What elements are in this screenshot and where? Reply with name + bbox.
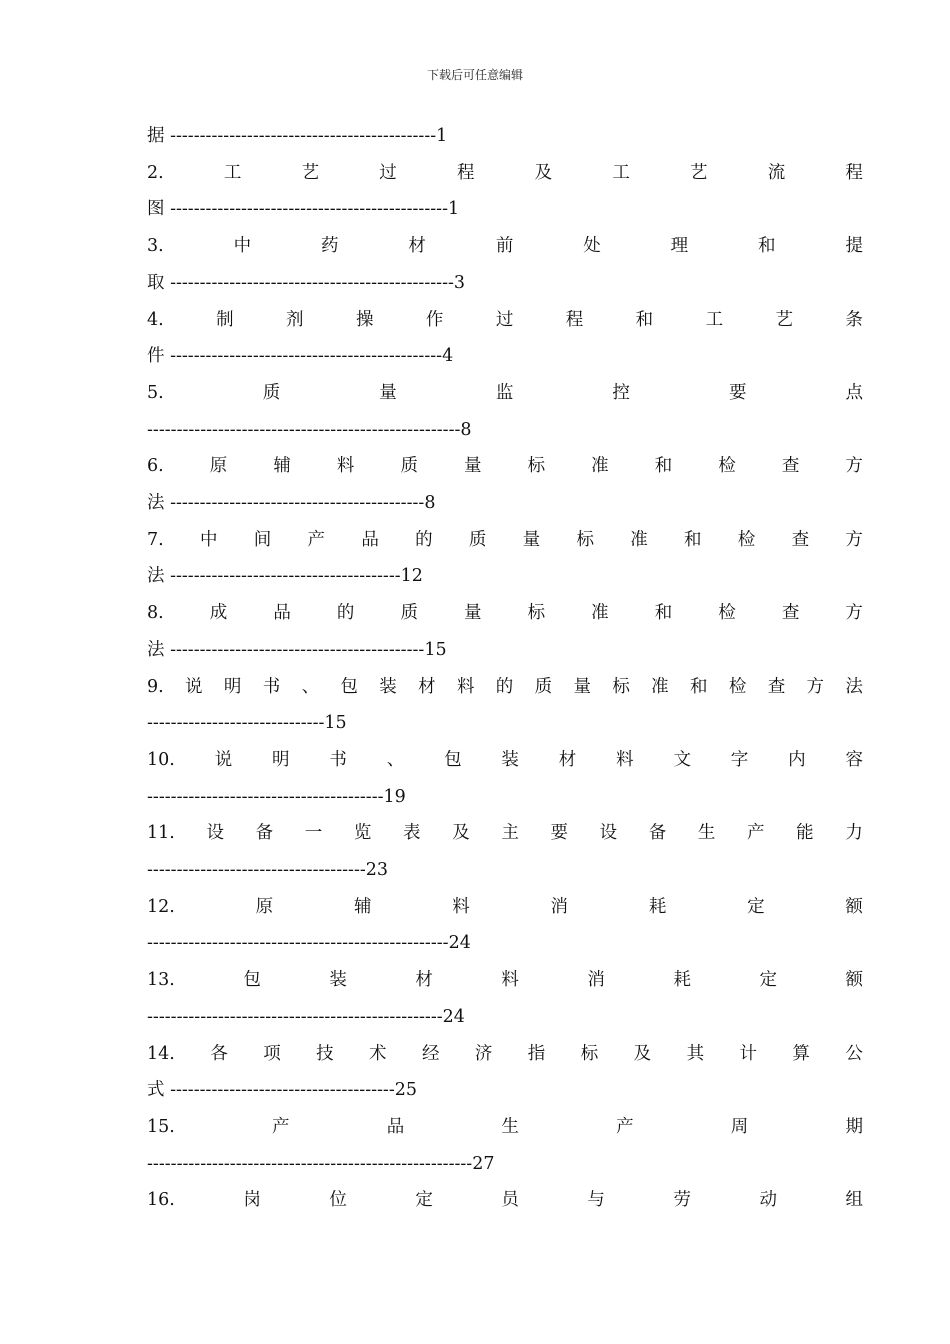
toc-entry-char: 产 xyxy=(307,529,326,550)
toc-entry-char: 辅 xyxy=(273,456,291,477)
toc-entry-char: 项 xyxy=(263,1043,281,1064)
toc-entry-char: 主 xyxy=(501,823,519,844)
toc-entry-char: 艺 xyxy=(301,162,320,183)
toc-entry-char: 材 xyxy=(408,236,426,257)
toc-entry-char: 备 xyxy=(255,823,274,844)
toc-entry-leader-page: -------------------------------------------------------27 xyxy=(147,1153,495,1174)
toc-entry-title xyxy=(147,748,863,772)
toc-entry-leader-page: ---------------------------------------------------24 xyxy=(147,933,471,954)
toc-entry-char: 标 xyxy=(580,1043,599,1064)
toc-entry-char: 准 xyxy=(651,676,669,697)
toc-entry-number: 6. xyxy=(147,456,164,477)
toc-entry-char: 一 xyxy=(304,823,323,844)
toc-entry-char: 料 xyxy=(616,749,634,770)
toc-entry-char: 产 xyxy=(747,823,765,844)
toc-entry-char: 检 xyxy=(728,676,747,697)
toc-entry-char: 周 xyxy=(730,1116,749,1137)
toc-entry-char: 说 xyxy=(214,749,233,770)
toc-entry-char: 要 xyxy=(728,382,747,403)
toc-entry-char: 材 xyxy=(415,970,433,991)
toc-entry-char: 备 xyxy=(648,823,667,844)
toc-entry-char: 程 xyxy=(456,162,475,183)
toc-entry-char: 包 xyxy=(444,749,462,770)
toc-entry-char: 消 xyxy=(550,896,569,917)
toc-entry-title xyxy=(147,1042,863,1066)
toc-entry-char: 内 xyxy=(788,749,806,770)
toc-entry-char: 能 xyxy=(796,823,814,844)
toc-entry-number: 16. xyxy=(147,1190,175,1211)
toc-entry-leader-page: ------------------------------15 xyxy=(147,713,347,734)
toc-entry-char: 技 xyxy=(316,1043,334,1064)
toc-entry-char: 各 xyxy=(210,1043,228,1064)
toc-entry-char: 检 xyxy=(718,456,736,477)
toc-entry-number: 13. xyxy=(147,970,175,991)
toc-entry-title xyxy=(147,675,863,699)
toc-entry-char: 工 xyxy=(223,162,242,183)
toc-entry-char: 处 xyxy=(583,236,601,257)
toc-entry-char: 装 xyxy=(501,749,519,770)
toc-entry-char: 理 xyxy=(670,236,689,257)
toc-entry-char: 劳 xyxy=(673,1190,691,1211)
toc-entry-char: 质 xyxy=(262,382,281,403)
toc-entry-char: 原 xyxy=(209,456,228,477)
toc-entry-char: 条 xyxy=(845,309,863,330)
toc-entry-title xyxy=(147,528,863,552)
toc-entry-char: 员 xyxy=(501,1190,519,1211)
toc-entry-char: 其 xyxy=(686,1043,705,1064)
toc-entry-char: 操 xyxy=(355,309,374,330)
toc-entry-char: 装 xyxy=(329,970,347,991)
toc-entry-char: 材 xyxy=(418,676,436,697)
toc-entry-title xyxy=(147,821,863,845)
toc-entry-char: 书 xyxy=(329,749,347,770)
toc-entry-char: 包 xyxy=(243,970,261,991)
toc-entry-title xyxy=(147,234,863,258)
toc-entry-leader-page: ----------------------------------------19 xyxy=(147,786,406,807)
toc-entry-char: 生 xyxy=(697,823,716,844)
toc-entry-number: 12. xyxy=(147,896,175,917)
toc-entry-number: 4. xyxy=(147,309,164,330)
toc-entry-number: 5. xyxy=(147,382,164,403)
toc-entry-char: 位 xyxy=(329,1190,347,1211)
toc-entry-char: 经 xyxy=(421,1043,440,1064)
toc-entry-char: 艺 xyxy=(690,162,708,183)
toc-entry-char: 量 xyxy=(522,529,541,550)
toc-entry-char: 质 xyxy=(534,676,553,697)
toc-entry-char: 工 xyxy=(612,162,630,183)
toc-entry-title xyxy=(147,968,863,992)
toc-entry-char: 监 xyxy=(495,382,514,403)
toc-entry-char: 点 xyxy=(845,382,863,403)
toc-entry-char: 查 xyxy=(781,603,800,624)
toc-entry-char: 提 xyxy=(845,236,863,257)
toc-entry-char: 检 xyxy=(718,603,736,624)
toc-entry-char: 和 xyxy=(684,529,702,550)
toc-entry-char: 料 xyxy=(336,456,355,477)
toc-entry-char: 和 xyxy=(635,309,654,330)
toc-entry-char: 程 xyxy=(565,309,584,330)
toc-entry-char: 中 xyxy=(199,529,218,550)
toc-entry-char: 控 xyxy=(612,382,630,403)
toc-entry-char: 质 xyxy=(468,529,487,550)
toc-entry-char: 和 xyxy=(654,603,673,624)
toc-entry-char: 指 xyxy=(527,1043,546,1064)
toc-entry-char: 及 xyxy=(452,823,470,844)
toc-entry-char: 工 xyxy=(705,309,724,330)
toc-entry-char: 前 xyxy=(495,236,514,257)
toc-entry-char: 文 xyxy=(673,749,691,770)
toc-entry-char: 装 xyxy=(379,676,397,697)
toc-entry-char: 标 xyxy=(527,456,546,477)
toc-entry-char: 字 xyxy=(730,749,749,770)
toc-entry-char: 制 xyxy=(216,309,234,330)
toc-entry-char: 与 xyxy=(587,1190,605,1211)
toc-entry-number: 7. xyxy=(147,529,164,550)
toc-entry-char: 标 xyxy=(576,529,594,550)
toc-entry-char: 产 xyxy=(616,1116,634,1137)
toc-entry-char: 的 xyxy=(495,676,514,697)
toc-entry-char: 、 xyxy=(386,749,405,770)
toc-entry-char: 品 xyxy=(273,603,291,624)
toc-entry-leader-page: 据 ---------------------------------------------1 xyxy=(147,126,448,146)
toc-entry-char: 、 xyxy=(301,676,320,697)
toc-entry-title xyxy=(147,601,863,625)
toc-entry-char: 品 xyxy=(361,529,379,550)
toc-entry-number: 10. xyxy=(147,749,175,770)
toc-entry-char: 质 xyxy=(400,603,418,624)
toc-entry-char: 方 xyxy=(845,456,863,477)
toc-entry-char: 和 xyxy=(690,676,708,697)
toc-entry-char: 定 xyxy=(759,970,777,991)
toc-entry-title xyxy=(147,1188,863,1212)
toc-entry-char: 定 xyxy=(747,896,765,917)
toc-entry-char: 料 xyxy=(456,676,475,697)
toc-entry-char: 定 xyxy=(415,1190,433,1211)
toc-entry-title xyxy=(147,381,863,405)
toc-entry-char: 额 xyxy=(845,896,863,917)
toc-entry-leader-page: 法 -------------------------------------------8 xyxy=(147,493,436,513)
toc-entry-char: 消 xyxy=(587,970,605,991)
toc-entry-char: 的 xyxy=(336,603,355,624)
toc-entry-number: 11. xyxy=(147,823,175,844)
toc-entry-char: 组 xyxy=(845,1190,863,1211)
toc-entry-char: 原 xyxy=(255,896,274,917)
toc-entry-char: 量 xyxy=(573,676,591,697)
toc-entry-leader-page: -----------------------------------------------------8 xyxy=(147,419,472,440)
toc-entry-char: 程 xyxy=(845,162,863,183)
toc-entry-char: 量 xyxy=(464,456,482,477)
toc-entry-char: 明 xyxy=(272,749,290,770)
toc-entry-char: 书 xyxy=(262,676,281,697)
toc-entry-title xyxy=(147,895,863,919)
toc-entry-char: 过 xyxy=(379,162,397,183)
toc-entry-char: 算 xyxy=(792,1043,810,1064)
toc-entry-char: 标 xyxy=(527,603,546,624)
toc-entry-title xyxy=(147,161,863,185)
toc-entry-char: 药 xyxy=(321,236,339,257)
toc-entry-char: 容 xyxy=(845,749,863,770)
toc-entry-char: 查 xyxy=(791,529,810,550)
toc-entry-char: 及 xyxy=(534,162,553,183)
toc-entry-char: 说 xyxy=(185,676,203,697)
toc-entry-char: 品 xyxy=(386,1116,405,1137)
toc-entry-char: 法 xyxy=(845,676,863,697)
toc-entry-char: 计 xyxy=(739,1043,757,1064)
toc-entry-char: 方 xyxy=(806,676,825,697)
toc-entry-char: 艺 xyxy=(775,309,793,330)
toc-entry-char: 作 xyxy=(425,309,444,330)
toc-entry-char: 准 xyxy=(630,529,648,550)
toc-entry-char: 准 xyxy=(591,456,609,477)
toc-entry-char: 览 xyxy=(353,823,372,844)
toc-entry-char: 及 xyxy=(633,1043,652,1064)
toc-entry-number: 2. xyxy=(147,162,164,183)
toc-entry-title xyxy=(147,1115,863,1139)
toc-entry-leader-page: 法 ---------------------------------------12 xyxy=(147,566,423,587)
toc-entry-number: 8. xyxy=(147,603,164,624)
toc-entry-char: 流 xyxy=(767,162,786,183)
toc-entry-leader-page: 法 -------------------------------------------15 xyxy=(147,639,447,660)
toc-entry-char: 中 xyxy=(233,236,252,257)
toc-entry-char: 检 xyxy=(737,529,756,550)
toc-entry-char: 料 xyxy=(501,970,519,991)
toc-entry-char: 成 xyxy=(209,603,228,624)
toc-entry-char: 额 xyxy=(845,970,863,991)
toc-entry-char: 量 xyxy=(464,603,482,624)
toc-entry-char: 辅 xyxy=(353,896,372,917)
toc-entry-char: 间 xyxy=(253,529,272,550)
toc-entry-char: 设 xyxy=(599,823,618,844)
toc-entry-char: 明 xyxy=(223,676,242,697)
toc-entry-char: 包 xyxy=(340,676,358,697)
toc-entry-char: 耗 xyxy=(648,896,667,917)
toc-entry-char: 方 xyxy=(845,529,863,550)
toc-entry-char: 过 xyxy=(495,309,514,330)
toc-entry-char: 量 xyxy=(379,382,397,403)
toc-entry-leader-page: 图 -----------------------------------------------1 xyxy=(147,199,460,220)
toc-entry-leader-page: --------------------------------------------------24 xyxy=(147,1006,465,1027)
toc-entry-title xyxy=(147,454,863,478)
toc-entry-title xyxy=(147,308,863,332)
toc-entry-leader-page: 件 ----------------------------------------------4 xyxy=(147,346,454,367)
toc-entry-char: 和 xyxy=(758,236,776,257)
toc-entry-char: 设 xyxy=(206,823,224,844)
toc-entry-char: 表 xyxy=(403,823,421,844)
toc-entry-char: 标 xyxy=(612,676,630,697)
toc-entry-number: 14. xyxy=(147,1043,175,1064)
toc-entry-char: 产 xyxy=(272,1116,290,1137)
toc-entry-char: 料 xyxy=(452,896,470,917)
toc-entry-char: 岗 xyxy=(243,1190,261,1211)
toc-entry-char: 动 xyxy=(759,1190,777,1211)
toc-entry-char: 材 xyxy=(558,749,577,770)
toc-entry-leader-page: -------------------------------------23 xyxy=(147,860,389,880)
toc-entry-leader-page: 取 ------------------------------------------------3 xyxy=(147,272,466,293)
toc-entry-char: 术 xyxy=(369,1043,387,1064)
toc-entry-number: 15. xyxy=(147,1116,175,1137)
toc-entry-number: 3. xyxy=(147,236,164,257)
toc-entry-char: 的 xyxy=(415,529,433,550)
toc-entry-char: 查 xyxy=(781,456,800,477)
toc-entry-char: 要 xyxy=(550,823,568,844)
toc-entry-char: 公 xyxy=(845,1043,863,1064)
toc-entry-char: 期 xyxy=(845,1116,863,1137)
toc-entry-number: 9. xyxy=(147,676,164,697)
toc-entry-char: 查 xyxy=(767,676,786,697)
toc-entry-char: 耗 xyxy=(673,970,691,991)
toc-entry-char: 生 xyxy=(501,1116,519,1137)
toc-entry-char: 和 xyxy=(654,456,673,477)
page-header: 下载后可任意编辑 xyxy=(426,68,523,82)
toc-entry-char: 方 xyxy=(845,603,863,624)
toc-entry-leader-page: 式 --------------------------------------25 xyxy=(147,1080,418,1101)
toc-entry-char: 准 xyxy=(591,603,609,624)
toc-entry-char: 质 xyxy=(400,456,418,477)
toc-entry-char: 力 xyxy=(845,823,863,844)
toc-entry-char: 济 xyxy=(474,1043,493,1064)
toc-entry-char: 剂 xyxy=(286,309,304,330)
